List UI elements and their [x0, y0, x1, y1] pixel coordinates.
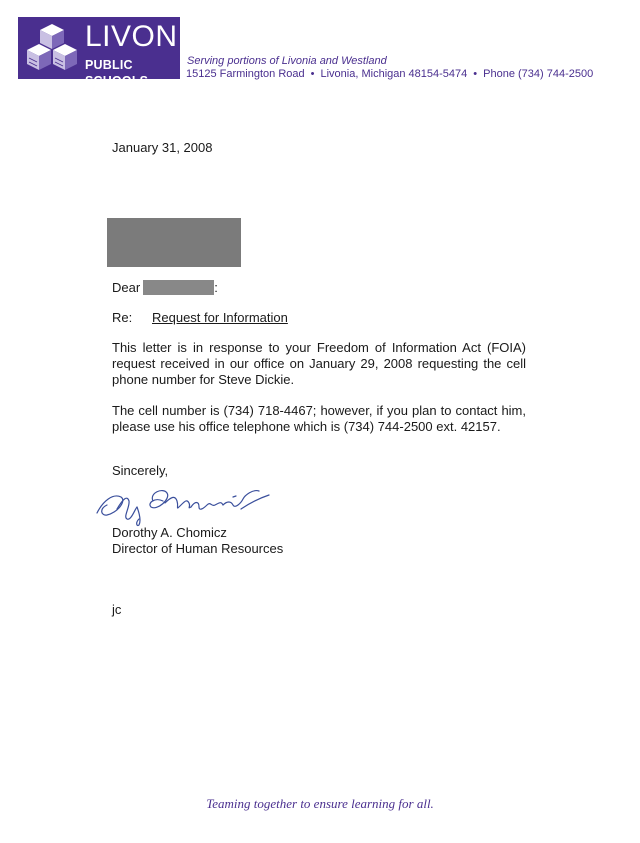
redacted-recipient-address	[107, 218, 241, 267]
bullet-separator: •	[310, 68, 315, 80]
typist-initials: jc	[112, 602, 122, 617]
logo-subtitle: PUBLIC SCHOOLS	[85, 58, 149, 88]
salutation-prefix: Dear	[112, 280, 141, 295]
redacted-recipient-name	[143, 280, 214, 295]
salutation	[112, 280, 218, 296]
logo-name: LIVONIA	[85, 20, 207, 53]
body-paragraph: This letter is in response to your Freedom of Information Act (FOIA) request received in our office on January 29, 2008 requesting the cell phone number for Steve Dickie.	[112, 340, 526, 387]
letter-date: January 31, 2008	[112, 140, 213, 155]
footer-motto: Teaming together to ensure learning for all.	[206, 796, 434, 811]
re-label: Re:	[112, 310, 133, 325]
district-logo	[18, 17, 207, 88]
closing: Sincerely,	[112, 463, 169, 478]
stacked-cubes-icon	[22, 20, 82, 78]
letterhead-address	[186, 67, 593, 81]
re-subject: Request for Information	[152, 310, 288, 325]
street-address: 15125 Farmington Road	[186, 68, 305, 80]
signer-name: Dorothy A. Chomicz	[112, 525, 227, 540]
handwritten-signature	[93, 479, 278, 527]
salutation-colon: :	[214, 280, 218, 295]
bullet-separator: •	[473, 68, 478, 80]
phone-number: Phone (734) 744-2500	[483, 68, 594, 80]
service-area-tagline: Serving portions of Livonia and Westland	[187, 55, 387, 67]
body-paragraph: The cell number is (734) 718-4467; however, if you plan to contact him, please use his office telephone which is (734) 744-2500 ext. 42157.	[112, 403, 526, 434]
city-state-zip: Livonia, Michigan 48154-5474	[320, 68, 468, 80]
signer-title: Director of Human Resources	[112, 541, 284, 556]
